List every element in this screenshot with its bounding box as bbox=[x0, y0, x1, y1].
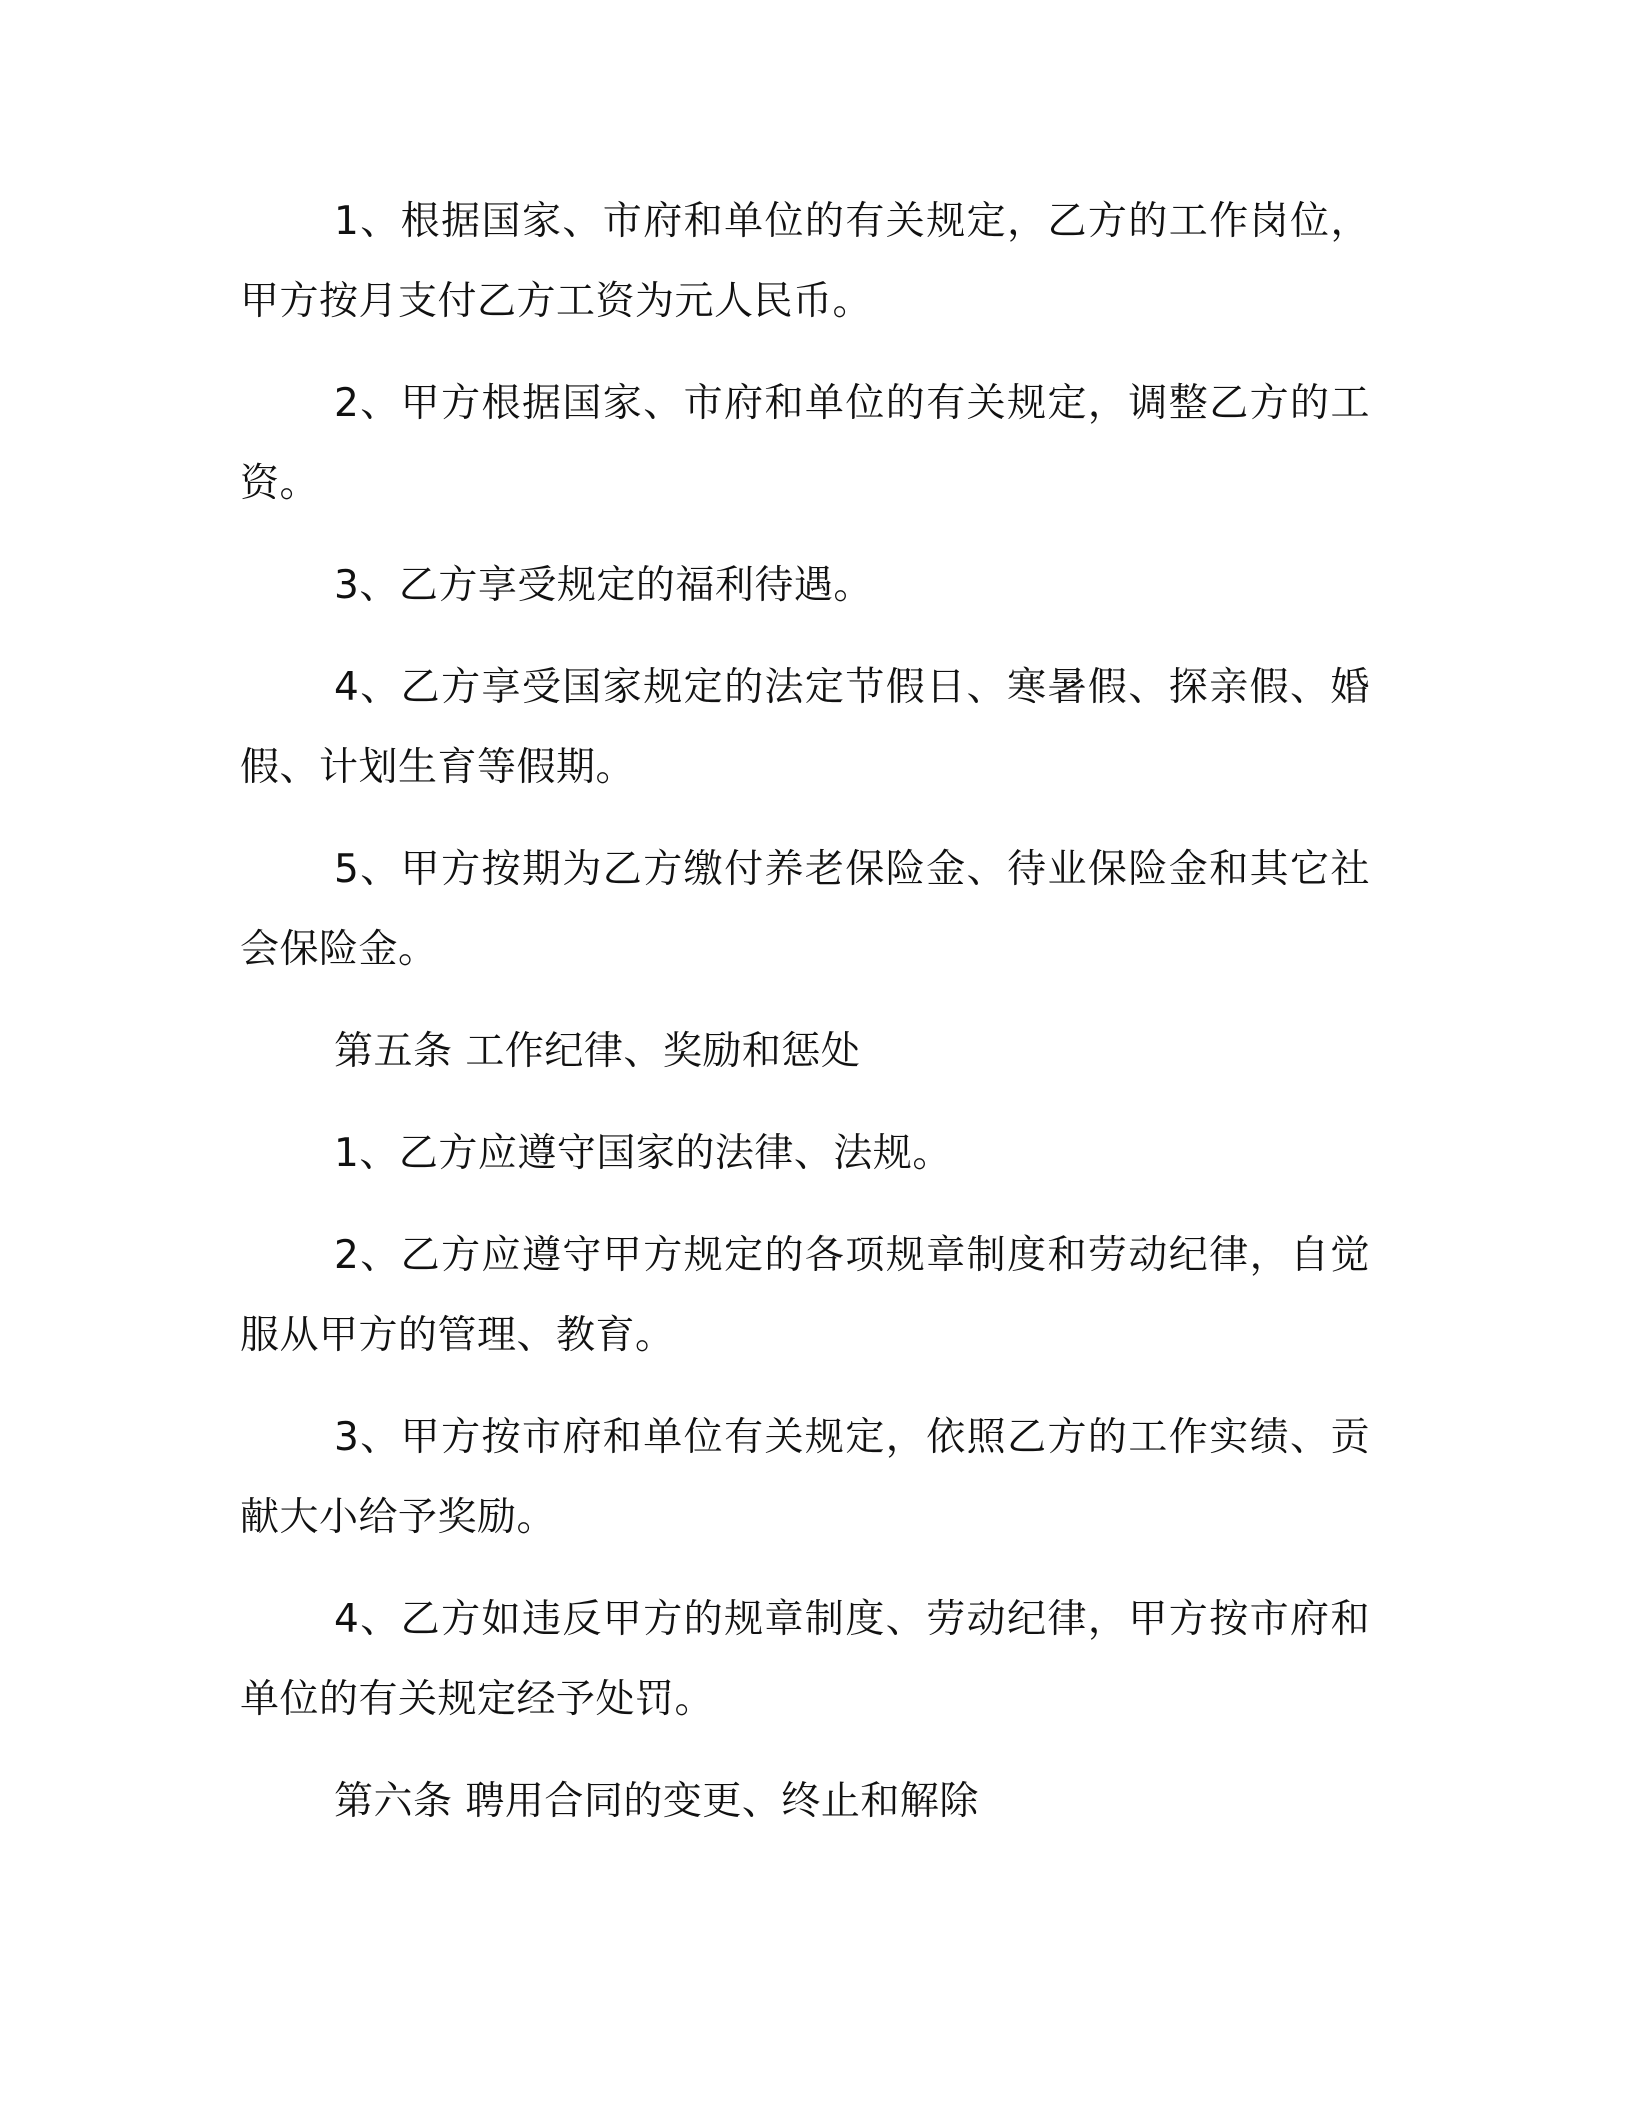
paragraph-item-7: 2、乙方应遵守甲方规定的各项规章制度和劳动纪律，自觉服从甲方的管理、教育。 bbox=[240, 1233, 1370, 1358]
paragraph-item-9: 4、乙方如违反甲方的规章制度、劳动纪律，甲方按市府和单位的有关规定经予处罚。 bbox=[240, 1597, 1370, 1722]
paragraph-item-1: 1、根据国家、市府和单位的有关规定，乙方的工作岗位，甲方按月支付乙方工资为元人民币。 bbox=[240, 199, 1370, 324]
paragraph-item-2: 2、甲方根据国家、市府和单位的有关规定，调整乙方的工资。 bbox=[240, 381, 1370, 506]
document-body bbox=[240, 182, 1370, 1864]
section-heading-article-5: 第五条 工作纪律、奖励和惩处 bbox=[334, 1029, 861, 1074]
paragraph-item-6: 1、乙方应遵守国家的法律、法规。 bbox=[334, 1131, 952, 1176]
paragraph-item-4: 4、乙方享受国家规定的法定节假日、寒暑假、探亲假、婚假、计划生育等假期。 bbox=[240, 665, 1370, 790]
paragraph-item-8: 3、甲方按市府和单位有关规定，依照乙方的工作实绩、贡献大小给予奖励。 bbox=[240, 1415, 1370, 1540]
section-heading-article-6: 第六条 聘用合同的变更、终止和解除 bbox=[334, 1779, 979, 1824]
paragraph-item-3: 3、乙方享受规定的福利待遇。 bbox=[334, 563, 873, 608]
paragraph-item-5: 5、甲方按期为乙方缴付养老保险金、待业保险金和其它社会保险金。 bbox=[240, 847, 1370, 972]
